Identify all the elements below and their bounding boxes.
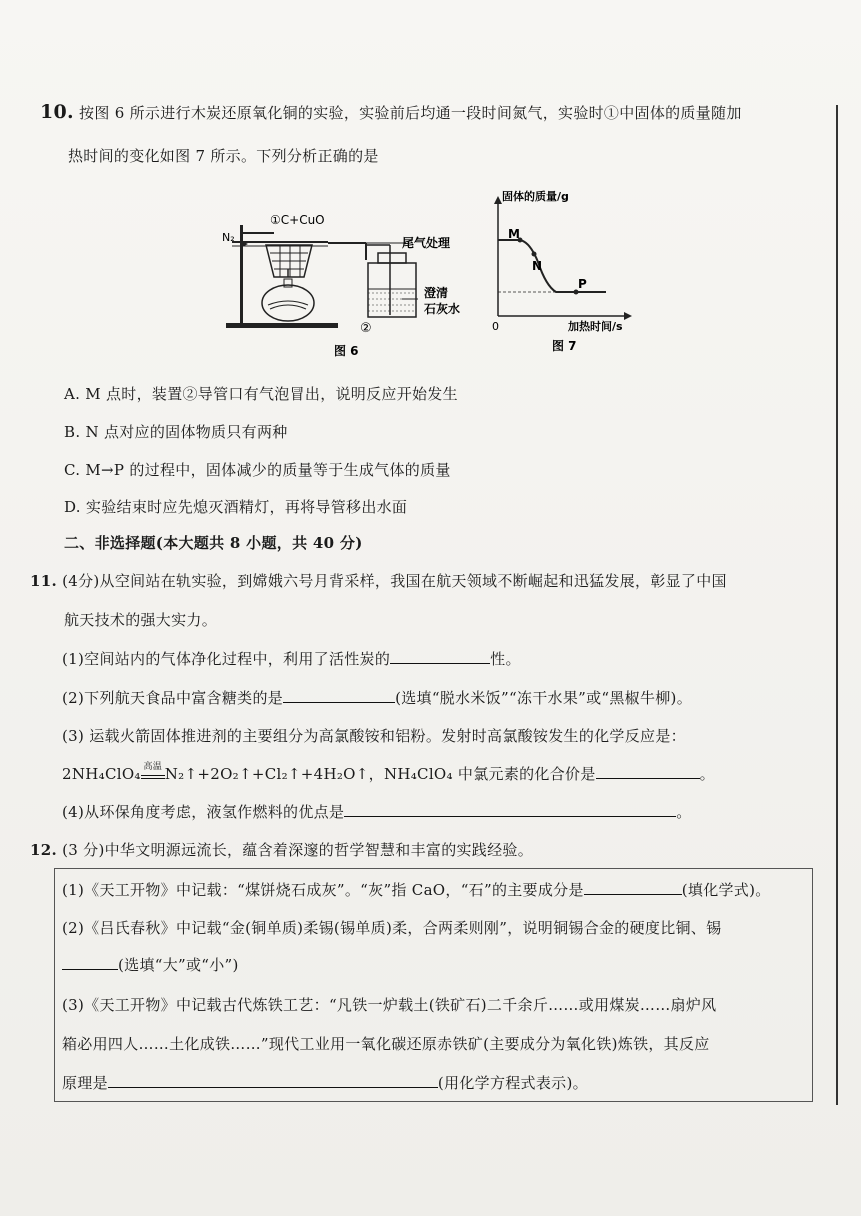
figure-7-caption: 图 7 xyxy=(552,339,577,353)
limewater-label-1: 澄清 xyxy=(424,286,449,300)
q12-part3-answer-blank[interactable] xyxy=(108,1073,438,1088)
q11-part3-line1: (3) 运载火箭固体推进剂的主要组分为高氯酸铵和铝粉。发射时高氯酸铵发生的化学反应是： xyxy=(62,727,686,745)
q11-stem-line2: 航天技术的强大实力。 xyxy=(64,611,218,629)
q10-line1 xyxy=(40,102,742,123)
q12-number: 12. xyxy=(30,841,57,859)
graph-xlabel: 加热时间/s xyxy=(568,320,623,333)
mass-time-graph xyxy=(486,188,646,366)
q11-line1 xyxy=(30,571,727,591)
q12-part1 xyxy=(62,880,771,900)
q11-part2-suffix: (选填“脱水米饭”“冻干水果”或“黑椒牛柳)。 xyxy=(395,689,693,707)
q12-part2-line1: (2)《吕氏春秋》中记载“金(铜单质)柔锡(锡单质)柔，合两柔则刚”，说明铜锡合金的硬度比铜、锡 xyxy=(62,919,722,937)
apparatus-diagram xyxy=(218,205,478,365)
q10-option-a: A. M 点时，装置②导管口有气泡冒出，说明反应开始发生 xyxy=(64,385,458,403)
q11-part4-answer-blank[interactable] xyxy=(344,802,676,817)
point-n-label: N xyxy=(532,259,543,273)
q11-part4-text: (4)从环保角度考虑，液氢作燃料的优点是 xyxy=(62,803,345,821)
q11-part1 xyxy=(62,649,521,669)
limewater-label-2: 石灰水 xyxy=(424,302,461,316)
equation-products-text: N₂↑+2O₂↑+Cl₂↑+4H₂O↑，NH₄ClO₄ 中氯元素的化合价是 xyxy=(164,765,596,783)
q12-part3-suffix: (用化学方程式表示)。 xyxy=(437,1074,588,1092)
reagent-label: ①C+CuO xyxy=(270,213,325,227)
point-n-marker xyxy=(532,252,537,257)
q10-number: 10. xyxy=(40,101,74,123)
q12-part1-suffix: (填化学式)。 xyxy=(681,881,771,899)
q12-part2-answer-blank[interactable] xyxy=(62,955,118,970)
q10-stem-line2: 热时间的变化如图 7 所示。下列分析正确的是 xyxy=(68,147,379,165)
point-p-label: P xyxy=(578,277,587,291)
q12-part1-text: (1)《天工开物》中记载：“煤饼烧石成灰”。“灰”指 CaO，“石”的主要成分是 xyxy=(62,881,584,899)
q11-number: 11. xyxy=(30,572,57,590)
point-m-label: M xyxy=(508,227,520,241)
n2-label: N₂ xyxy=(222,231,235,244)
equation-reactant: 2NH₄ClO₄ xyxy=(62,765,141,783)
q10-option-d: D. 实验结束时应先熄灭酒精灯，再将导管移出水面 xyxy=(64,498,408,516)
q11-part2-answer-blank[interactable] xyxy=(283,688,395,703)
q11-part2 xyxy=(62,688,692,708)
q12-stem: (3 分)中华文明源远流长，蕴含着深邃的哲学智慧和丰富的实践经验。 xyxy=(62,841,533,859)
figure-7-graph xyxy=(486,188,646,366)
q11-part4 xyxy=(62,802,692,822)
q10-option-b: B. N 点对应的固体物质只有两种 xyxy=(64,423,288,441)
equation-condition-text: 高温 xyxy=(143,762,163,772)
q10-stem-line1: 按图 6 所示进行木炭还原氧化铜的实验，实验前后均通一段时间氮气，实验时①中固体的质量随加 xyxy=(79,104,742,122)
flask-2-label: ② xyxy=(360,321,372,336)
q12-part3-line2: 箱必用四人……土化成铁……”现代工业用一氧化碳还原赤铁矿(主要成分为氧化铁)炼铁，其反应 xyxy=(62,1035,710,1053)
q11-part4-end: 。 xyxy=(676,803,692,821)
q12-part2-suffix: (选填“大”或“小”) xyxy=(118,956,239,974)
q12-part2-line2 xyxy=(62,955,239,975)
q11-part2-text: (2)下列航天食品中富含糖类的是 xyxy=(62,689,284,707)
q11-part3-line2 xyxy=(62,764,715,784)
q12-line1 xyxy=(30,840,533,860)
q11-stem-line1: (4分)从空间站在轨实验，到嫦娥六号月背采样，我国在航天领域不断崛起和迅猛发展，彰显了中国 xyxy=(62,572,727,590)
exhaust-label: 尾气处理 xyxy=(402,236,451,250)
q11-part3-answer-blank[interactable] xyxy=(596,764,700,779)
figure-6-apparatus xyxy=(218,205,478,365)
section-2-heading: 二、非选择题(本大题共 8 小题，共 40 分) xyxy=(64,534,363,552)
q12-part3-text: 原理是 xyxy=(62,1074,108,1092)
q12-part1-answer-blank[interactable] xyxy=(584,880,682,895)
figure-6-caption: 图 6 xyxy=(334,344,359,358)
graph-origin: 0 xyxy=(492,320,499,333)
graph-ylabel: 固体的质量/g xyxy=(502,190,569,203)
q10-option-c: C. M→P 的过程中，固体减少的质量等于生成气体的质量 xyxy=(64,461,451,479)
q12-part3-line1: (3)《天工开物》中记载古代炼铁工艺：“凡铁一炉载土(铁矿石)二千余斤……或用煤炭……扇炉风 xyxy=(62,996,717,1014)
q11-part1-text: (1)空间站内的气体净化过程中，利用了活性炭的 xyxy=(62,650,391,668)
q11-part1-suffix: 性。 xyxy=(490,650,521,668)
q11-part1-answer-blank[interactable] xyxy=(390,649,490,664)
equation-condition xyxy=(141,762,165,779)
q11-part3-end: 。 xyxy=(699,765,715,783)
q12-part3-line3 xyxy=(62,1073,588,1093)
page-right-border xyxy=(836,105,838,1105)
q12-answer-box xyxy=(54,868,813,1102)
